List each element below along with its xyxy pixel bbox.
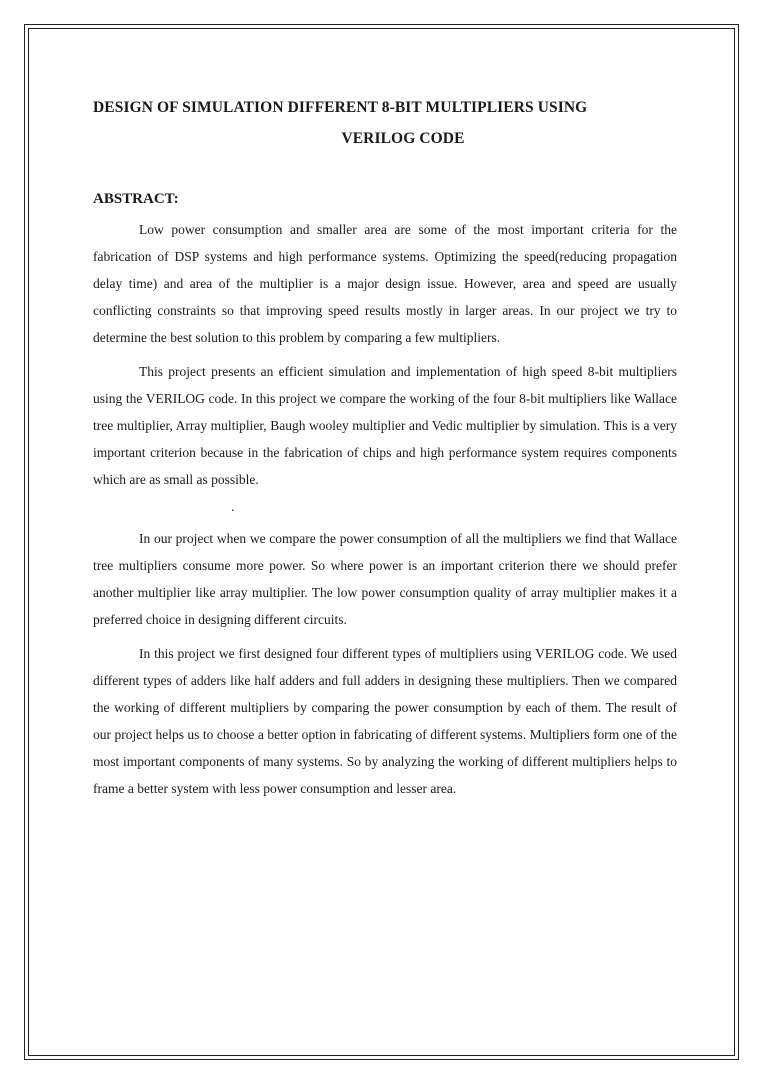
stray-dot: . — [231, 499, 235, 514]
title-line-2: VERILOG CODE — [341, 130, 465, 147]
title-line-1: DESIGN OF SIMULATION DIFFERENT 8-BIT MULTIPLIERS USING — [93, 99, 588, 116]
abstract-paragraph-3: In our project when we compare the power consumption of all the multipliers we find that Wallace tree multipliers consume more power. So where power is an important criterion there we should prefer another multiplier like array multiplier. The low power consumption quality of array multiplier makes it a preferred choice in designing different circuits. — [93, 531, 677, 627]
abstract-paragraph-2: This project presents an efficient simulation and implementation of high speed 8-bit multipliers using the VERILOG code. In this project we compare the working of the four 8-bit multipliers like Wallace tree multiplier, Array multiplier, Baugh wooley multiplier and Vedic multiplier by simulation. This is a very important criterion because in the fabrication of chips and high performance system requires components which are as small as possible. — [93, 364, 677, 487]
abstract-heading: ABSTRACT: — [93, 191, 179, 207]
abstract-paragraph-4: In this project we first designed four different types of multipliers using VERILOG code. We used different types of adders like half adders and full adders in designing these multipliers. Then we compared the working of different multipliers by comparing the power consumption by each of them. The result of our project helps us to choose a better option in fabricating of different systems. Multipliers form one of the most important components of many systems. So by analyzing the working of different multipliers helps to frame a better system with less power consumption and lesser area. — [93, 646, 677, 796]
document-body — [93, 92, 677, 802]
abstract-paragraph-1: Low power consumption and smaller area are some of the most important criteria for the fabrication of DSP systems and high performance systems. Optimizing the speed(reducing propagation delay time) and area of the multiplier is a major design issue. However, area and speed are usually conflicting constraints so that improving speed results mostly in larger areas. In our project we try to determine the best solution to this problem by comparing a few multipliers. — [93, 222, 677, 345]
document-title — [93, 92, 677, 154]
